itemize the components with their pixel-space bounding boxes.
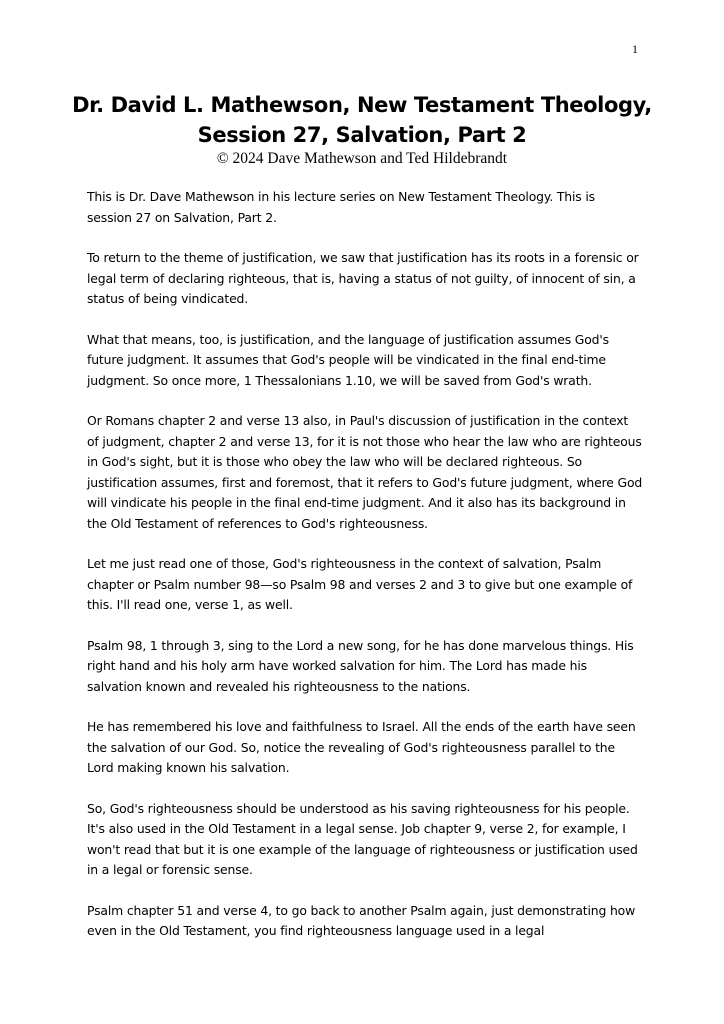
document-title xyxy=(60,90,664,150)
paragraph: He has remembered his love and faithfulness to Israel. All the ends of the earth have seen the salvation of our God. So, notice the revealing of God's righteousness parallel to the Lord making known his salvation. xyxy=(87,719,636,775)
paragraph: Psalm chapter 51 and verse 4, to go back to another Psalm again, just demonstrating how even in the Old Testament, you find righteousness language used in a legal xyxy=(87,902,636,938)
document-header xyxy=(60,90,664,168)
paragraph: Or Romans chapter 2 and verse 13 also, in Paul's discussion of justification in the context of judgment, chapter 2 and verse 13, for it is not those who hear the law who are righteous in God's sight, but it is those who obey the law who will be declared righteous. So justification assumes, first and foremost, that it refers to God's future judgment, where God will vindicate his people in the final end-time judgment. And it also has its background in the Old Testament of references to God's righteousness. xyxy=(87,413,643,531)
paragraph: What that means, too, is justification, and the language of justification assumes God's future judgment. It assumes that God's people will be vindicated in the final end-time judgment. So once more, 1 Thessalonians 1.10, we will be saved from God's wrath. xyxy=(87,331,609,388)
title-line-2: Session 27, Salvation, Part 2 xyxy=(197,123,527,147)
paragraph: This is Dr. Dave Mathewson in his lecture series on New Testament Theology. This is session 27 on Salvation, Part 2. xyxy=(87,189,595,225)
title-line-1: Dr. David L. Mathewson, New Testament Theology, xyxy=(72,93,652,117)
transcript-body xyxy=(87,187,643,962)
paragraph: So, God's righteousness should be understood as his saving righteousness for his people. It's also used in the Old Testament in a legal sense. Job chapter 9, verse 2, for example, I won't read that but it is one example of the language of righteousness or justification used in a legal or forensic sense. xyxy=(87,800,638,877)
copyright-notice: © 2024 Dave Mathewson and Ted Hildebrandt xyxy=(216,150,508,167)
page-number: 1 xyxy=(632,42,638,56)
paragraph: Psalm 98, 1 through 3, sing to the Lord a new song, for he has done marvelous things. His right hand and his holy arm have worked salvation for him. The Lord has made his salvation known and revealed his righteousness to the nations. xyxy=(87,637,634,694)
paragraph: Let me just read one of those, God's righteousness in the context of salvation, Psalm chapter or Psalm number 98—so Psalm 98 and verses 2 and 3 to give but one example of this. I'll read one, verse 1, as well. xyxy=(87,556,633,612)
paragraph: To return to the theme of justification, we saw that justification has its roots in a forensic or legal term of declaring righteous, that is, having a status of not guilty, of innocent of sin, a status of being vindicated. xyxy=(87,250,639,306)
